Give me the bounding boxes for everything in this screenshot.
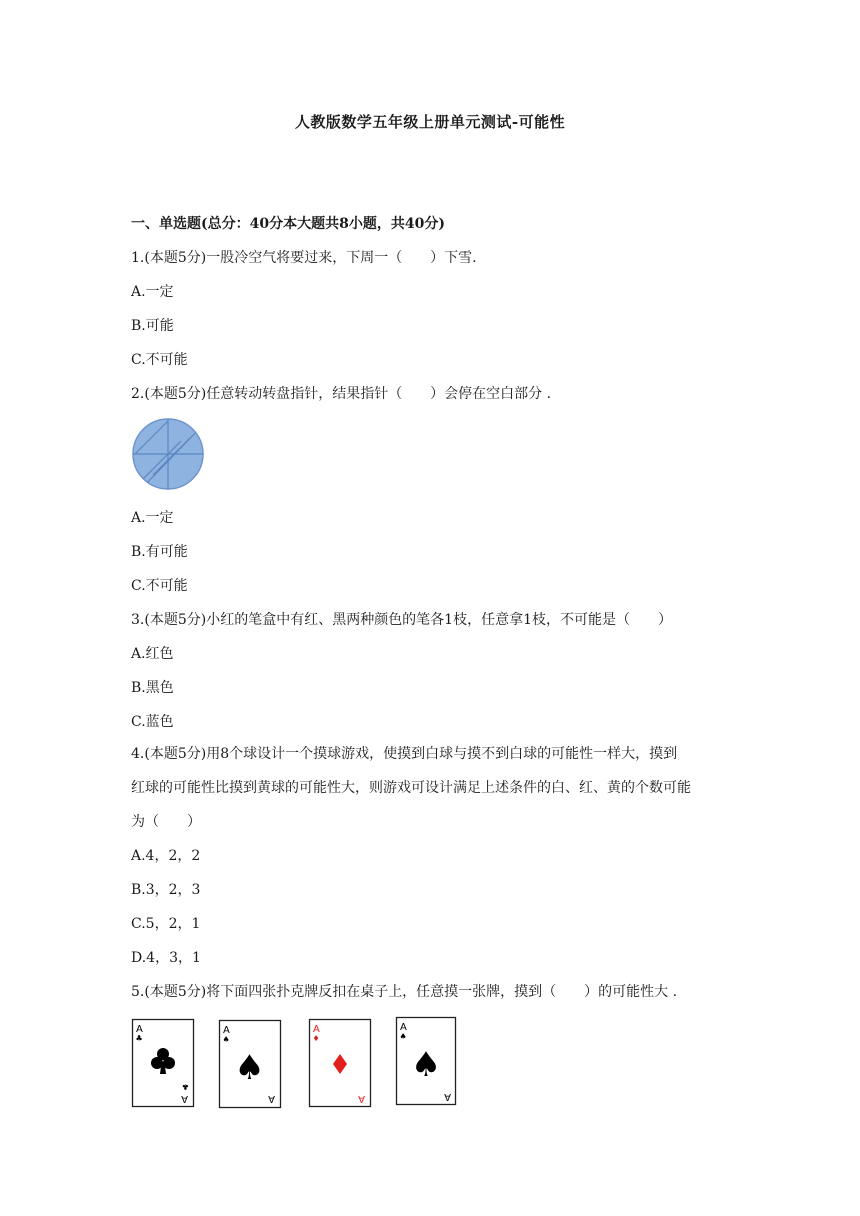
card-1-rank: A xyxy=(136,1024,143,1035)
section-heading: 一、单选题(总分：40分本大题共8小题，共40分) xyxy=(131,216,445,232)
club-icon: ♣ xyxy=(135,1034,143,1043)
question-3-option-b: B.黑色 xyxy=(131,680,174,696)
playing-card-3 xyxy=(310,1020,371,1107)
question-1-option-b: B.可能 xyxy=(131,318,174,334)
playing-cards-figure xyxy=(131,1016,461,1110)
question-4-stem-line-1: 4.(本题5分)用8个球设计一个摸球游戏，使摸到白球与摸不到白球的可能性一样大，摸到 xyxy=(131,746,678,762)
card-3-rank: A xyxy=(313,1024,320,1035)
question-2-option-b: B.有可能 xyxy=(131,544,188,560)
spade-icon: ♠ xyxy=(222,1035,230,1044)
playing-card-1 xyxy=(133,1020,194,1107)
spade-center-icon: ♠ xyxy=(234,1048,265,1088)
question-1-option-a: A.一定 xyxy=(131,284,174,300)
card-2-rank-bottom: A xyxy=(268,1093,275,1104)
page-title: 人教版数学五年级上册单元测试-可能性 xyxy=(294,113,566,131)
question-4-stem-line-3: 为（ ） xyxy=(131,814,201,830)
question-3-stem: 3.(本题5分)小红的笔盒中有红、黑两种颜色的笔各1枝，任意拿1枝，不可能是（ ） xyxy=(131,612,673,628)
spade-center-icon: ♠ xyxy=(410,1045,442,1085)
spinner-disk-figure xyxy=(131,417,205,491)
question-1-stem: 1.(本题5分)一股冷空气将要过来，下周一（ ）下雪. xyxy=(131,250,477,266)
svg-text:♣: ♣ xyxy=(181,1082,189,1091)
question-5-stem: 5.(本题5分)将下面四张扑克牌反扣在桌子上，任意摸一张牌，摸到（ ）的可能性大 . xyxy=(131,984,678,1000)
question-2-stem: 2.(本题5分)任意转动转盘指针，结果指针（ ）会停在空白部分 . xyxy=(131,386,552,402)
question-2-option-c: C.不可能 xyxy=(131,578,188,594)
card-1-rank-bottom: A xyxy=(181,1093,188,1104)
question-3-option-c: C.蓝色 xyxy=(131,714,174,730)
question-4-option-a: A.4，2，2 xyxy=(131,848,201,864)
question-1-option-c: C.不可能 xyxy=(131,352,188,368)
card-3-rank-bottom: A xyxy=(358,1093,365,1104)
question-4-stem-line-2: 红球的可能性比摸到黄球的可能性大，则游戏可设计满足上述条件的白、红、黄的个数可能 xyxy=(131,780,691,796)
card-4-rank-bottom: A xyxy=(444,1091,451,1102)
question-3-option-a: A.红色 xyxy=(131,646,174,662)
playing-card-2 xyxy=(220,1021,281,1108)
card-2-rank: A xyxy=(223,1025,230,1036)
spade-icon: ♠ xyxy=(399,1032,407,1041)
card-4-rank: A xyxy=(400,1022,407,1033)
question-4-option-c: C.5，2，1 xyxy=(131,916,201,932)
question-4-option-d: D.4，3，1 xyxy=(131,950,201,966)
question-2-option-a: A.一定 xyxy=(131,510,174,526)
diamond-icon: ♦ xyxy=(312,1034,320,1043)
question-4-option-b: B.3，2，3 xyxy=(131,882,201,898)
playing-card-4 xyxy=(397,1018,456,1105)
